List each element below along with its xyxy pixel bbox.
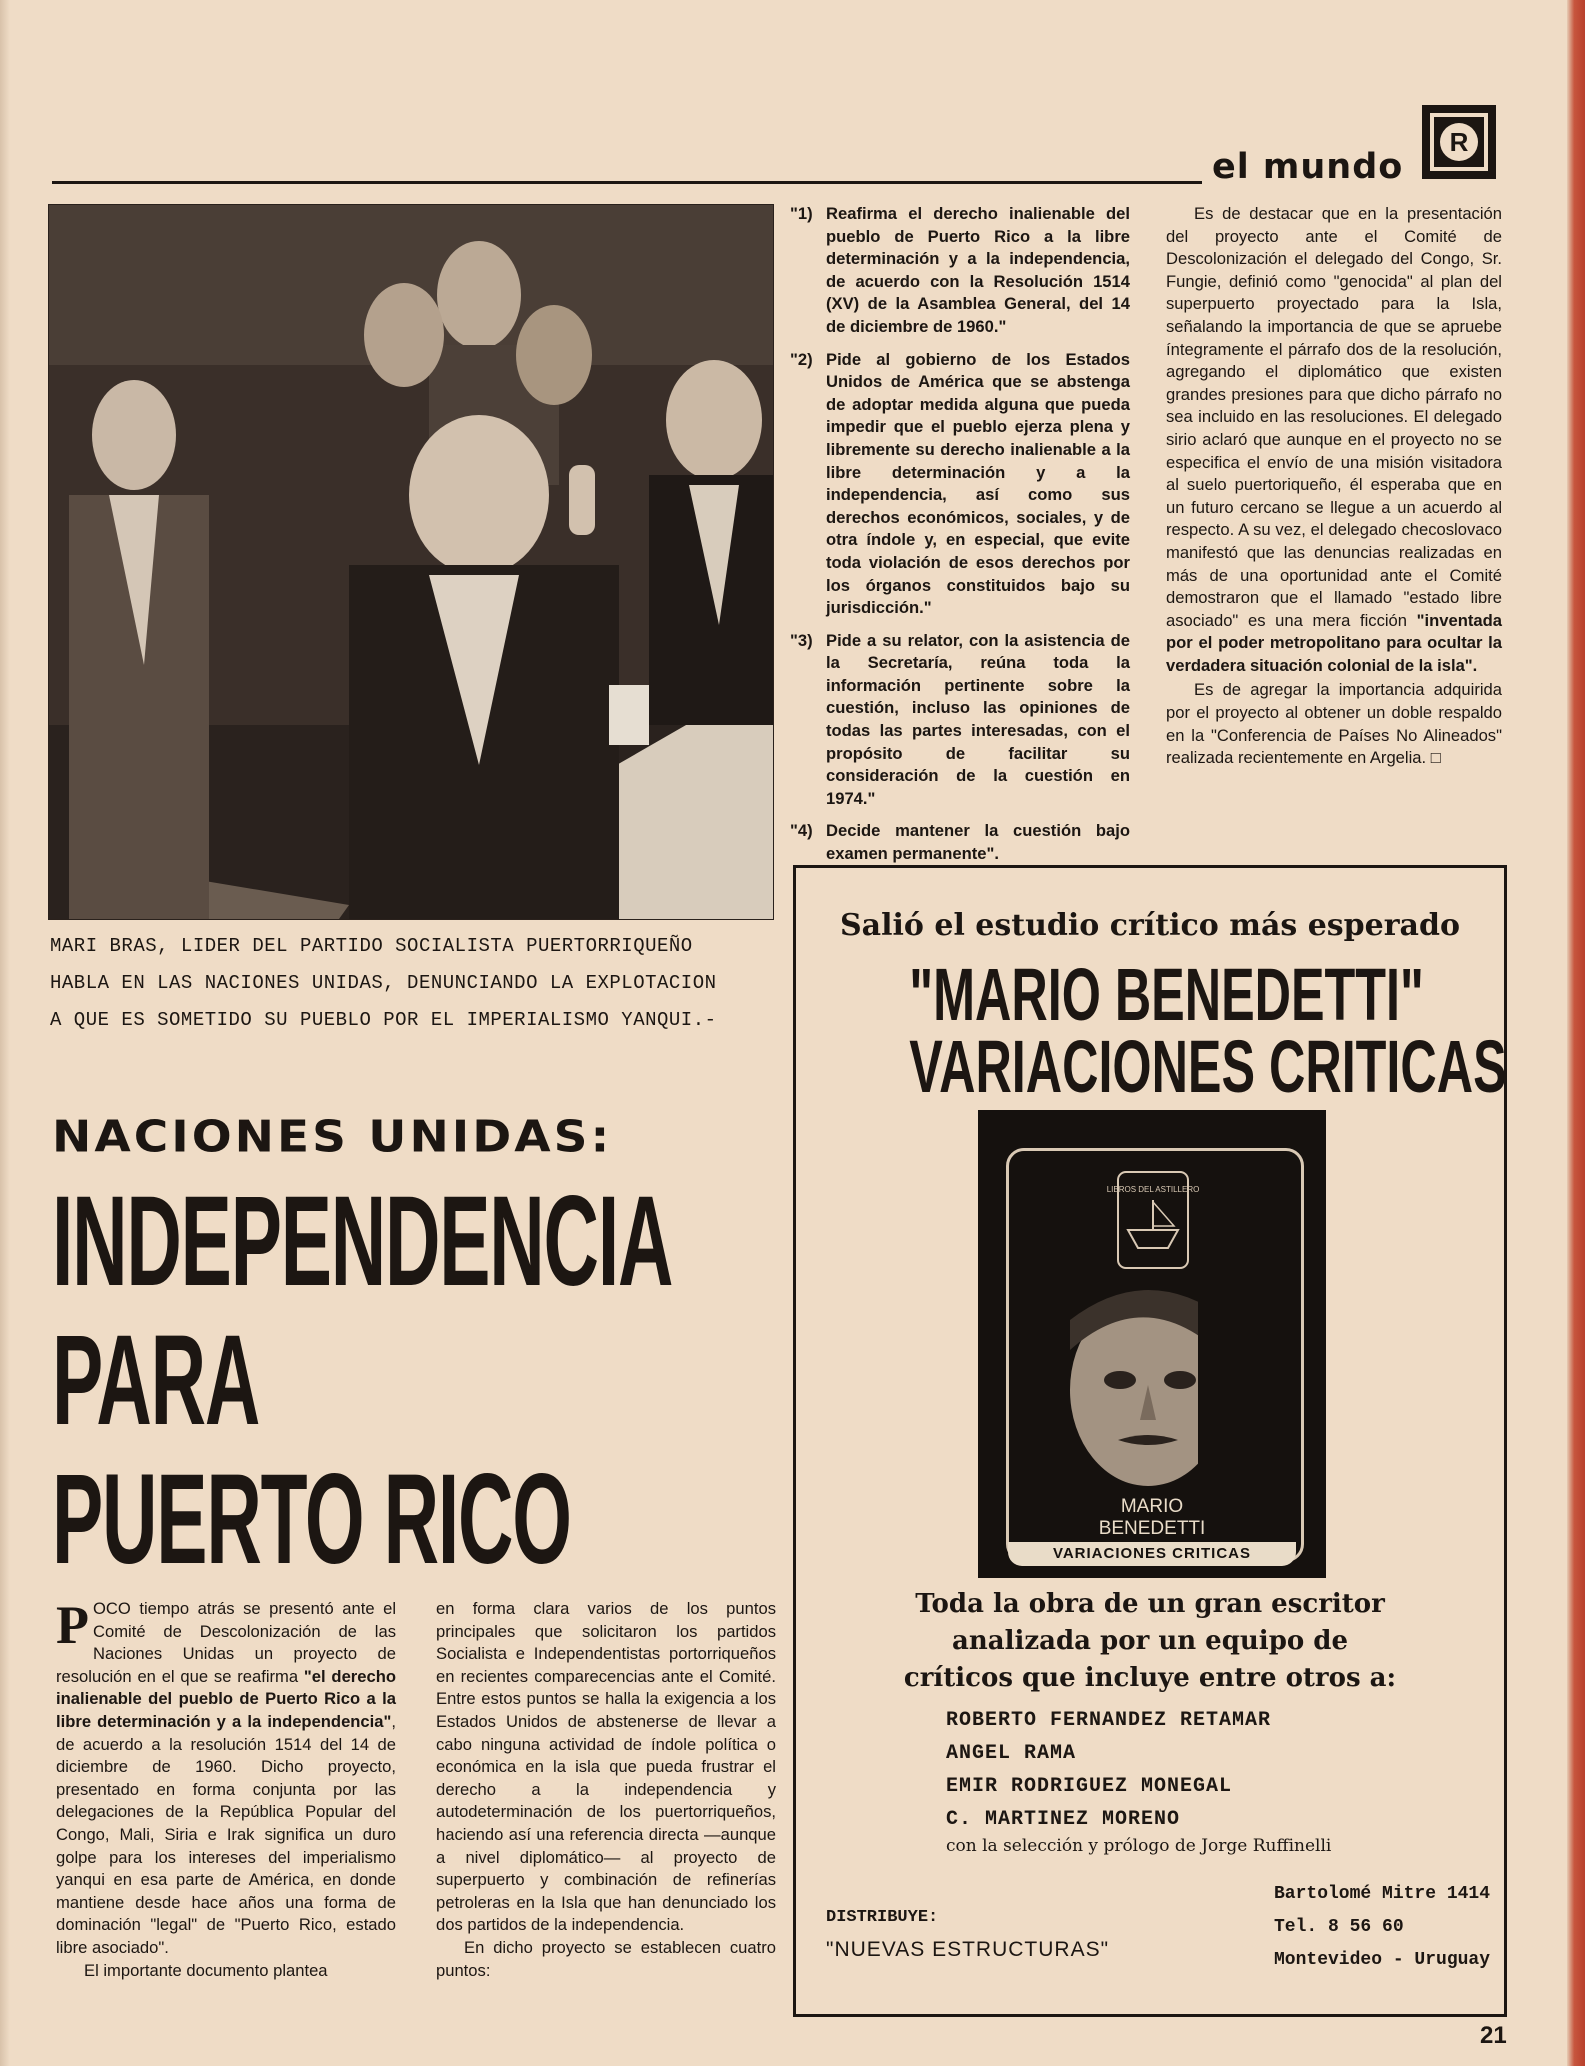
paragraph-text: OCO tiempo atrás se presentó ante el Comité de Descolonización de las Naciones Unidas un proyecto de resolución en el que se reafirma [56,1599,396,1686]
distributor-label: DISTRIBUYE: [826,1908,939,1927]
paper-crease [0,0,10,2066]
headline-line: PUERTO RICO [52,1448,571,1591]
paragraph [56,1595,396,1960]
point-text: Decide mantener la cuestión bajo examen permanente". [826,821,1130,864]
critic-name: ANGEL RAMA [946,1742,1077,1765]
article-body-column-2 [436,1598,776,1982]
section-logo-icon [1420,103,1498,181]
distributor-address [1274,1878,1490,1977]
critic-name: ROBERTO FERNANDEZ RETAMAR [946,1709,1272,1732]
ad-title: "MARIO BENEDETTI" [909,953,1424,1036]
point-text: Pide a su relator, con la asistencia de la Secretaría, reúna toda la información pertinente sobre la cuestión, incluso las opiniones de todas las partes interesadas, con el propósito de facilitar su consideración de la cuestión en 1974." [826,630,1130,808]
publisher-name: LIBROS DEL ASTILLERO [1106,1185,1200,1194]
book-author-line: BENEDETTI [1098,1518,1206,1539]
paragraph: Es de agregar la importancia adquirida por el proyecto al obtener un doble respaldo en la "Conferencia de Países No Alineados" realizada recientemente en Argelia. □ [1166,680,1502,768]
resolution-point [790,349,1130,620]
point-text: Pide al gobierno de los Estados Unidos de América que se abstenga de adoptar medida alguna que pueda impedir que el pueblo ejerza plena y libremente su derecho inalienable a la libre determinación y a la independencia, así como sus derechos económicos, sociales, y de otra índole y, en especial, que evite toda violación de esos derechos por los órganos constituidos bajo su jurisdicción." [826,349,1130,618]
point-text: Reafirma el derecho inalienable del pueblo de Puerto Rico a la libre determinación y a la independencia, de acuerdo con la Resolución 1514 (XV) de la Asamblea General, del 14 de diciembre de 1960." [826,204,1130,336]
paragraph-text: Es de destacar que en la presentación del proyecto ante el Comité de Descolonización el delegado del Congo, Sr. Fungie, definió como "genocida" al plan del superpuerto proyectado para la Isla, señalando la importancia de que se apruebe íntegramente el párrafo dos de la resolución, agregando el diplomático que existen grandes presiones para que dicho párrafo no sea incluido en las resoluciones. El delegado sirio aclaró que aunque en el proyecto no se especifica el envío de una misión visitadora al suelo puertoriqueño, él esperaba que en un futuro cercano se llegue a un acuerdo al respecto. A su vez, el delegado checoslovaco manifestó que las denuncias realizadas en más de una oportunidad ante el Comité demostraron que el llamado "estado libre asociado" es una mera ficción [1166,204,1502,630]
address-line: Bartolomé Mitre 1414 [1274,1884,1491,1904]
caption-line: MARI BRAS, LIDER DEL PARTIDO SOCIALISTA PUERTORRIQUEÑO [50,935,693,957]
book-cover [978,1110,1326,1578]
resolution-points [790,203,1130,876]
ad-tagline: Salió el estudio crítico más esperado [840,908,1460,943]
photo-caption [50,928,790,1039]
paragraph-text: , de acuerdo a la resolución 1514 del 14 de diciembre de 1960. Dicho proyecto, presentado en forma conjunta por las delegaciones de la República Popular del Congo, Mali, Siria e Irak significa un duro golpe para los intereses del imperialismo yanqui en esa parte de América, en donde mantiene desde hace años una forma de dominación "legal" de "Puerto Rico, estado libre asociado". [56,1711,396,1957]
paper-edge [1567,0,1585,2066]
address-line: Montevideo - Uruguay [1274,1950,1491,1970]
ad-description [826,1586,1474,1697]
resolution-point [790,203,1130,339]
book-author-line: MARIO [1120,1496,1184,1517]
resolution-point [790,820,1130,865]
point-number: "1) [790,204,813,223]
paragraph-quote: "inventada por el poder metropolitano para ocultar la verdadera situación colonial de la isla". [1166,610,1502,675]
critic-name: C. MARTINEZ MORENO [946,1808,1181,1831]
headline [52,1172,672,1589]
point-number: "3) [790,630,813,650]
headline-kicker: NACIONES UNIDAS: [52,1112,613,1163]
header-rule [52,181,1202,184]
book-advertisement [793,865,1507,2017]
critics-list [946,1704,1271,1836]
publisher-logo-icon [1106,1170,1200,1270]
address-line: Tel. 8 56 60 [1274,1917,1404,1937]
ad-description-line: Toda la obra de un gran escritor [915,1589,1385,1619]
ad-note: con la selección y prólogo de Jorge Ruffinelli [946,1836,1332,1856]
headline-line: PARA [52,1309,260,1452]
point-number: "4) [790,821,813,841]
caption-line: HABLA EN LAS NACIONES UNIDAS, DENUNCIANDO LA EXPLOTACION [50,972,717,994]
distributor-name: "NUEVAS ESTRUCTURAS" [826,1938,1110,1961]
caption-line: A QUE ES SOMETIDO SU PUEBLO POR EL IMPERIALISMO YANQUI.- [50,1009,717,1031]
book-subtitle: VARIACIONES CRITICAS [1008,1542,1296,1566]
paragraph: En dicho proyecto se establecen cuatro puntos: [436,1937,776,1980]
author-portrait [1048,1280,1258,1490]
paragraph-quote: "el derecho inalienable del pueblo de Puerto Rico a la libre determinación y a la independencia" [56,1666,396,1731]
ad-description-line: críticos que incluye entre otros a: [903,1663,1397,1693]
page-number: 21 [1480,2022,1507,2049]
headline-line: INDEPENDENCIA [52,1170,673,1313]
logo-letter: R [1449,127,1469,157]
section-name: el mundo [1212,147,1404,187]
news-photo [48,204,774,920]
critic-name: EMIR RODRIGUEZ MONEGAL [946,1775,1233,1798]
article-body-column-1 [56,1595,396,1982]
book-author [978,1496,1326,1540]
paragraph [1166,203,1502,677]
article-right-column [1166,203,1502,772]
paragraph: en forma clara varios de los puntos principales que solicitaron los partidos Socialista e Independentistas portorriqueños en recientes comparecencias ante el Comité. Entre estos puntos se halla la exigencia a los Estados Unidos de abstenerse de llevar a cabo ninguna actividad de índole política o económica en la isla que pueda frustrar el derecho a la independencia y autodeterminación de los puertorriqueños, haciendo así una referencia directa —aunque a nivel diplomático— al proyecto de superpuerto y combinación de refinerías petroleras en la Isla que han denunciado los dos partidos de la independencia. [436,1599,776,1935]
ad-description-line: analizada por un equipo de [952,1626,1348,1656]
drop-cap: P [56,1595,89,1655]
photo-illustration [49,205,773,919]
point-number: "2) [790,349,813,369]
resolution-point [790,630,1130,811]
ad-subtitle: VARIACIONES CRITICAS [909,1025,1507,1108]
paragraph: El importante documento plantea [84,1960,328,1980]
